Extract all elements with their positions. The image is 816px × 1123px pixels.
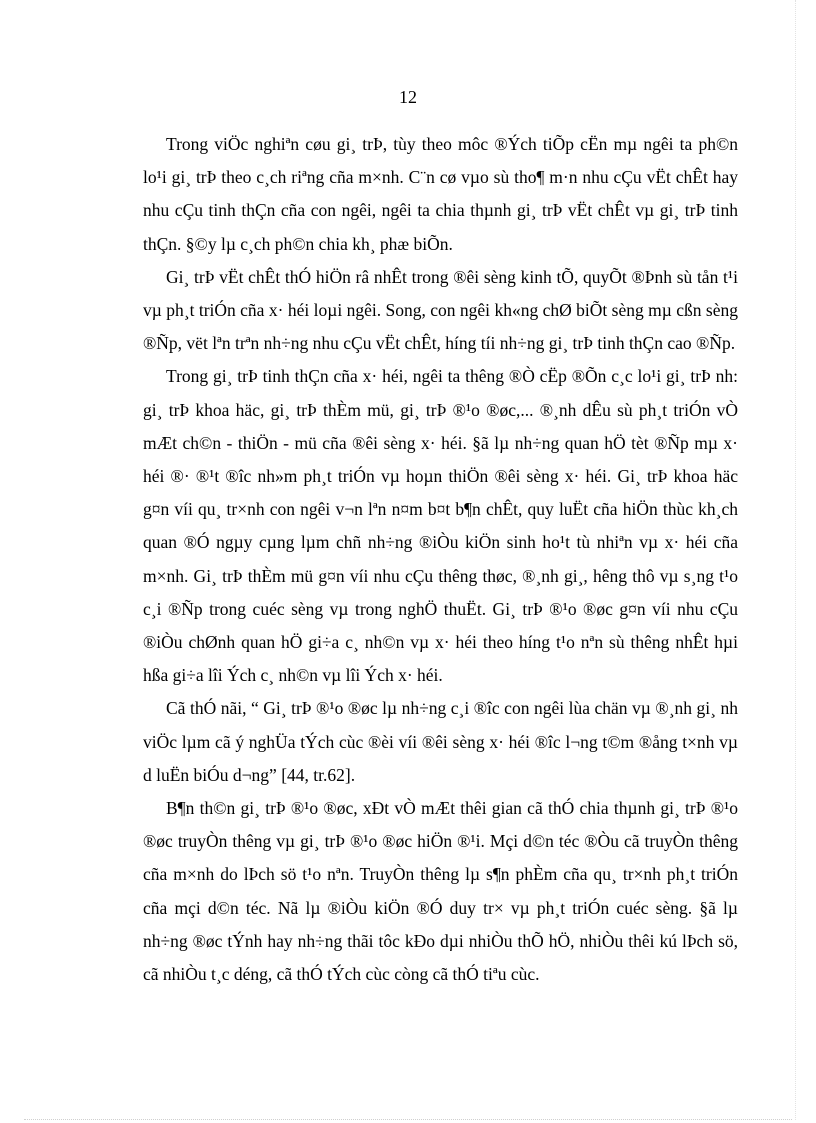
document-body bbox=[143, 128, 738, 991]
paragraph-value-classification: Trong viÖc nghiªn cøu gi¸ trÞ, tùy theo môc ®Ých tiÕp cËn mµ ngêi ta ph©n lo¹i gi¸ trÞ theo c¸ch riªng cña m×nh. C¨n cø vµo sù tho¶ m·n nhu cÇu vËt chÊt hay nhu cÇu tinh thÇn cña con ngêi, ngêi ta chia thµnh gi¸ trÞ vËt chÊt vµ gi¸ trÞ tinh thÇn. §©y lµ c¸ch ph©n chia kh¸ phæ biÕn. bbox=[143, 134, 738, 254]
paragraph-spiritual-values: Trong gi¸ trÞ tinh thÇn cña x· héi, ngêi ta thêng ®Ò cËp ®Õn c¸c lo¹i gi¸ trÞ nh: gi¸ trÞ khoa häc, gi¸ trÞ thÈm mü, gi¸ trÞ ®¹o ®øc,... ®¸nh dÊu sù ph¸t triÓn vÒ mÆt ch©n - thiÖn - mü cña ®êi sèng x· héi. §ã lµ nh÷ng quan hÖ tèt ®Ñp mµ x· héi ®· ®¹t ®îc nh»m ph¸t triÓn vµ hoµn thiÖn ®êi sèng x· héi. Gi¸ trÞ khoa häc g¤n víi qu¸ tr×nh con ngêi v¬n lªn n¤m b¤t b¶n chÊt, quy luËt cña hiÖn thùc kh¸ch quan ®Ó ngµy cµng lµm chñ nh÷ng ®iÒu kiÖn sinh ho¹t tù nhiªn vµ x· héi cña m×nh. Gi¸ trÞ thÈm mü g¤n víi nhu cÇu thêng thøc, ®¸nh gi¸, hêng thô vµ s¸ng t¹o c¸i ®Ñp trong cuéc sèng vµ trong nghÖ thuËt. Gi¸ trÞ ®¹o ®øc g¤n víi nhu cÇu ®iÒu chØnh quan hÖ gi÷a c¸ nh©n vµ x· héi theo híng t¹o nªn sù thêng nhÊt hµi hßa gi÷a lîi Ých c¸ nh©n vµ lîi Ých x· héi. bbox=[143, 366, 738, 686]
paragraph-moral-value-quote: Cã thÓ nãi, “ Gi¸ trÞ ®¹o ®øc lµ nh÷ng c¸i ®îc con ngêi lùa chän vµ ®¸nh gi¸ nh viÖc lµm cã ý nghÜa tÝch cùc ®èi víi ®êi sèng x· héi ®îc l¬ng t©m ®ång t×nh vµ d luËn biÓu d¬ng” [44, tr.62]. bbox=[143, 698, 738, 785]
page-edge-bottom bbox=[24, 1119, 792, 1120]
paragraph-material-values: Gi¸ trÞ vËt chÊt thÓ hiÖn râ nhÊt trong ®êi sèng kinh tÕ, quyÕt ®Þnh sù tån t¹i vµ ph¸t triÓn cña x· héi loµi ngêi. Song, con ngêi kh«ng chØ biÕt sèng mµ cßn sèng ®Ñp, vët lªn trªn nh÷ng nhu cÇu vËt chÊt, híng tíi nh÷ng gi¸ trÞ tinh thÇn cao ®Ñp. bbox=[143, 266, 738, 354]
page-edge-right bbox=[795, 0, 796, 1120]
page-number: 12 bbox=[399, 87, 417, 107]
paragraph-traditional-moral-values: B¶n th©n gi¸ trÞ ®¹o ®øc, xÐt vÒ mÆt thêi gian cã thÓ chia thµnh gi¸ trÞ ®¹o ®øc truyÒn thêng vµ gi¸ trÞ ®¹o ®øc hiÖn ®¹i. Mçi d©n téc ®Òu cã truyÒn thêng cña m×nh do lÞch sö t¹o nªn. TruyÒn thêng lµ s¶n phÈm cña qu¸ tr×nh ph¸t triÓn cña mçi d©n téc. Nã lµ ®iÒu kiÖn ®Ó duy tr× vµ ph¸t triÓn cuéc sèng. §ã lµ nh÷ng ®øc tÝnh hay nh÷ng thãi tôc kÐo dµi nhiÒu thÕ hÖ, nhiÒu thêi kú lÞch sö, cã nhiÒu t¸c déng, cã thÓ tÝch cùc còng cã thÓ tiªu cùc. bbox=[143, 798, 738, 985]
